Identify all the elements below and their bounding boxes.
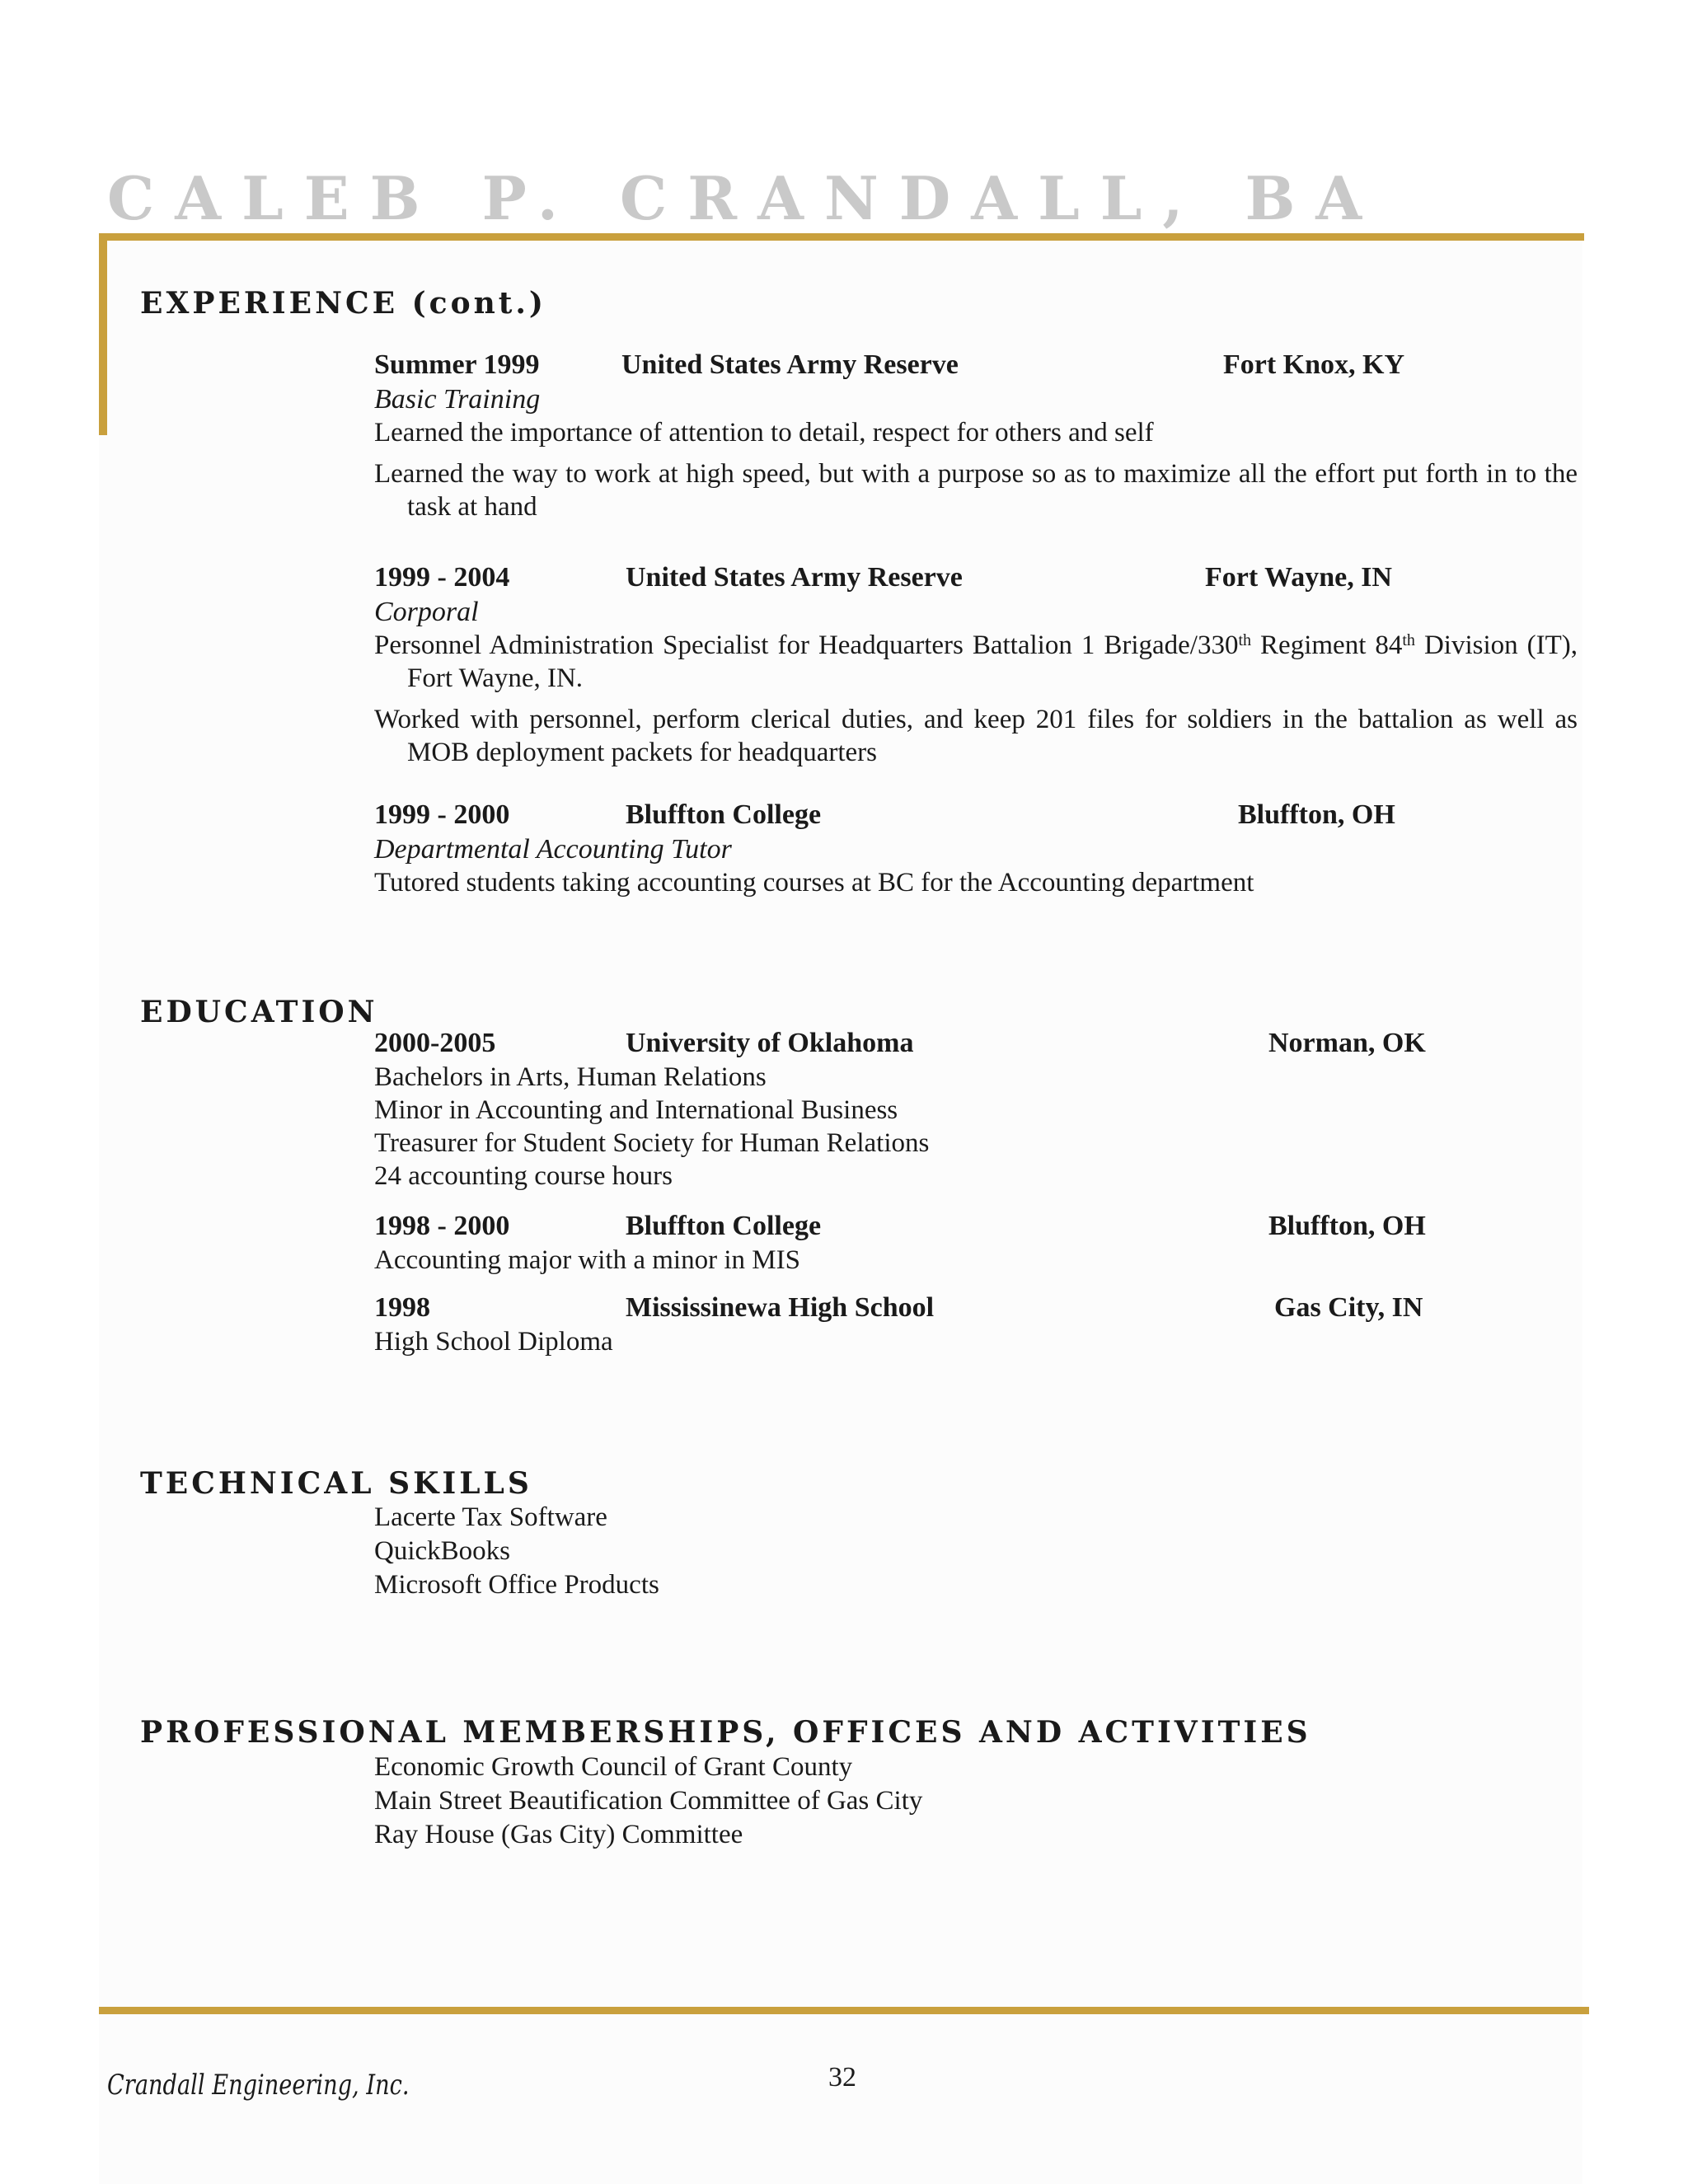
entry-role: Departmental Accounting Tutor [374,834,732,865]
entry-date: 1998 - 2000 [374,1211,510,1241]
entry-detail: Minor in Accounting and International Business [374,1095,898,1125]
resume-name: CALEB P. CRANDALL, BA [107,163,1383,233]
entry-bullet: Worked with personnel, perform clerical duties, and keep 201 files for soldiers in the battalion as well as MOB deployment packets for headquarters [374,705,1578,767]
entry-organization: United States Army Reserve [626,562,963,593]
membership-item: Main Street Beautification Committee of Gas City [374,1786,923,1816]
entry-date: 2000-2005 [374,1028,496,1058]
entry-date: Summer 1999 [374,349,540,380]
entry-location: Gas City, IN [1274,1292,1423,1323]
skill-item: Microsoft Office Products [374,1570,659,1600]
header-rule [99,233,1584,241]
entry-date: 1999 - 2000 [374,799,510,830]
entry-bullet: Personnel Administration Specialist for Headquarters Battalion 1 Brigade/330th Regiment 84th Division (IT), Fort Wayne, IN. [374,630,1578,693]
experience-heading: EXPERIENCE (cont.) [140,286,546,321]
skill-item: QuickBooks [374,1536,510,1566]
entry-location: Fort Wayne, IN [1205,562,1392,593]
entry-location: Bluffton, OH [1268,1211,1426,1241]
entry-detail: 24 accounting course hours [374,1161,673,1191]
entry-detail: Bachelors in Arts, Human Relations [374,1062,767,1092]
education-entry-2-header [374,1210,1578,1243]
page-number: 32 [828,2062,856,2093]
entry-detail: Treasurer for Student Society for Human Relations [374,1128,930,1158]
skills-heading: TECHNICAL SKILLS [140,1466,532,1501]
entry-detail: Accounting major with a minor in MIS [374,1245,800,1275]
experience-entry-1-header [374,349,1578,382]
education-entry-1-header [374,1027,1578,1060]
entry-date: 1999 - 2004 [374,562,510,593]
education-entry-3-header [374,1291,1578,1324]
footer-rule [99,2007,1589,2014]
entry-organization: United States Army Reserve [621,349,959,380]
entry-bullet: Learned the way to work at high speed, but with a purpose so as to maximize all the effort put forth in to the task at hand [374,459,1578,522]
membership-item: Ray House (Gas City) Committee [374,1820,743,1849]
entry-organization: Bluffton College [626,1211,822,1241]
education-heading: EDUCATION [140,995,378,1029]
skill-item: Lacerte Tax Software [374,1502,607,1532]
entry-role: Basic Training [374,384,541,415]
entry-location: Norman, OK [1268,1028,1426,1058]
membership-item: Economic Growth Council of Grant County [374,1752,853,1782]
entry-organization: Bluffton College [626,799,822,830]
entry-location: Bluffton, OH [1238,799,1395,830]
experience-entry-2-header [374,561,1578,594]
experience-entry-3-header [374,799,1578,832]
entry-organization: University of Oklahoma [626,1028,914,1058]
footer-company-name: Crandall Engineering, Inc. [107,2069,410,2102]
entry-role: Corporal [374,597,479,627]
entry-detail: High School Diploma [374,1327,613,1357]
memberships-heading: PROFESSIONAL MEMBERSHIPS, OFFICES AND ACTIVITIES [140,1715,1311,1750]
entry-bullet: Learned the importance of attention to detail, respect for others and self [374,418,1154,448]
entry-bullet: Tutored students taking accounting courses at BC for the Accounting department [374,868,1254,898]
entry-organization: Mississinewa High School [626,1292,935,1323]
header-side-rule [99,233,107,435]
entry-location: Fort Knox, KY [1223,349,1405,380]
entry-date: 1998 [374,1292,430,1323]
